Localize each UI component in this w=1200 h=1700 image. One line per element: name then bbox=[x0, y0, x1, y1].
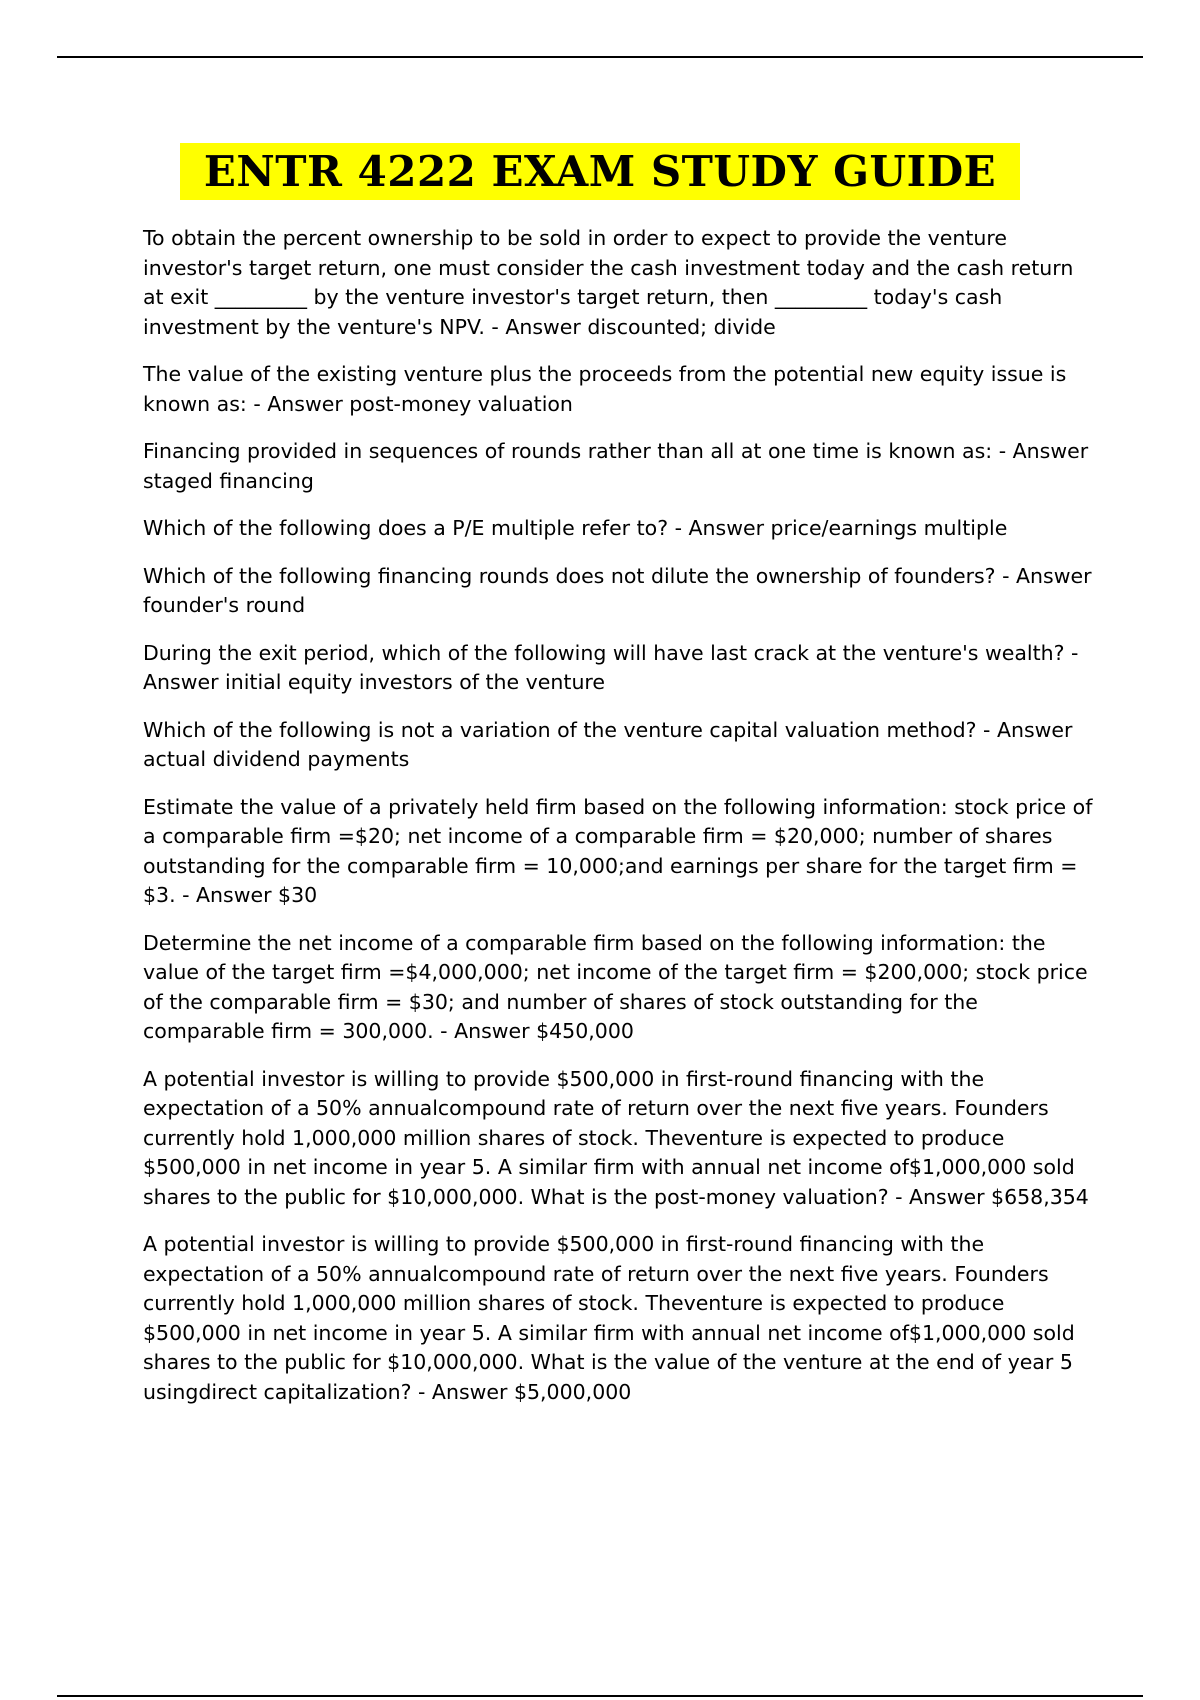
question-answer-item: A potential investor is willing to provide $500,000 in first-round financing with the expectation of a 50% annualcompound rate of return over the next five years. Founders currently hold 1,000,000 million shares of stock. Theventure is expected to produce $500,000 in net income in year 5. A similar firm with annual net income of$1,000,000 sold shares to the public for $10,000,000. What is the post-money valuation? - Answer $658,354 bbox=[143, 1066, 1089, 1209]
question-answer-item: Which of the following does a P/E multiple refer to? - Answer price/earnings multiple bbox=[143, 516, 1008, 540]
question-answer-item: A potential investor is willing to provide $500,000 in first-round financing with the expectation of a 50% annualcompound rate of return over the next five years. Founders currently hold 1,000,000 million shares of stock. Theventure is expected to produce $500,000 in net income in year 5. A similar firm with annual net income of$1,000,000 sold shares to the public for $10,000,000. What is the value of the venture at the end of year 5 usingdirect capitalization? - Answer $5,000,000 bbox=[143, 1232, 1075, 1404]
question-answer-item: Determine the net income of a comparable firm based on the following information: the value of the target firm =$4,000,000; net income of the target firm = $200,000; stock price of the comparable firm = $30; and number of shares of stock outstanding for the comparable firm = 300,000. - Answer $450,000 bbox=[143, 930, 1088, 1043]
bottom-divider bbox=[57, 1695, 1143, 1697]
question-answer-item: Which of the following financing rounds does not dilute the ownership of founders? - Answer founder's round bbox=[143, 563, 1092, 617]
question-answer-item: Which of the following is not a variation of the venture capital valuation method? - Answer actual dividend payments bbox=[143, 717, 1073, 771]
question-answer-item: The value of the existing venture plus the proceeds from the potential new equity issue is known as: - Answer post-money valuation bbox=[143, 362, 1067, 416]
question-answer-item: To obtain the percent ownership to be sold in order to expect to provide the venture investor's target return, one must consider the cash investment today and the cash return at exit _________ by the venture investor's target return, then _________ today's cash investment by the venture's NPV. - Answer discounted; divide bbox=[143, 226, 1074, 339]
title-container bbox=[0, 143, 1200, 200]
study-guide-content bbox=[143, 224, 1093, 1425]
question-answer-item: Estimate the value of a privately held firm based on the following information: stock price of a comparable firm =$20; net income of a comparable firm = $20,000; number of shares outstanding for the comparable firm = 10,000;and earnings per share for the target firm = $3. - Answer $30 bbox=[143, 794, 1093, 907]
question-answer-item: Financing provided in sequences of rounds rather than all at one time is known as: - Answer staged financing bbox=[143, 439, 1089, 493]
question-answer-item: During the exit period, which of the following will have last crack at the venture's wealth? - Answer initial equity investors of the venture bbox=[143, 640, 1079, 694]
top-divider bbox=[57, 56, 1143, 58]
page-title: ENTR 4222 EXAM STUDY GUIDE bbox=[180, 143, 1020, 200]
